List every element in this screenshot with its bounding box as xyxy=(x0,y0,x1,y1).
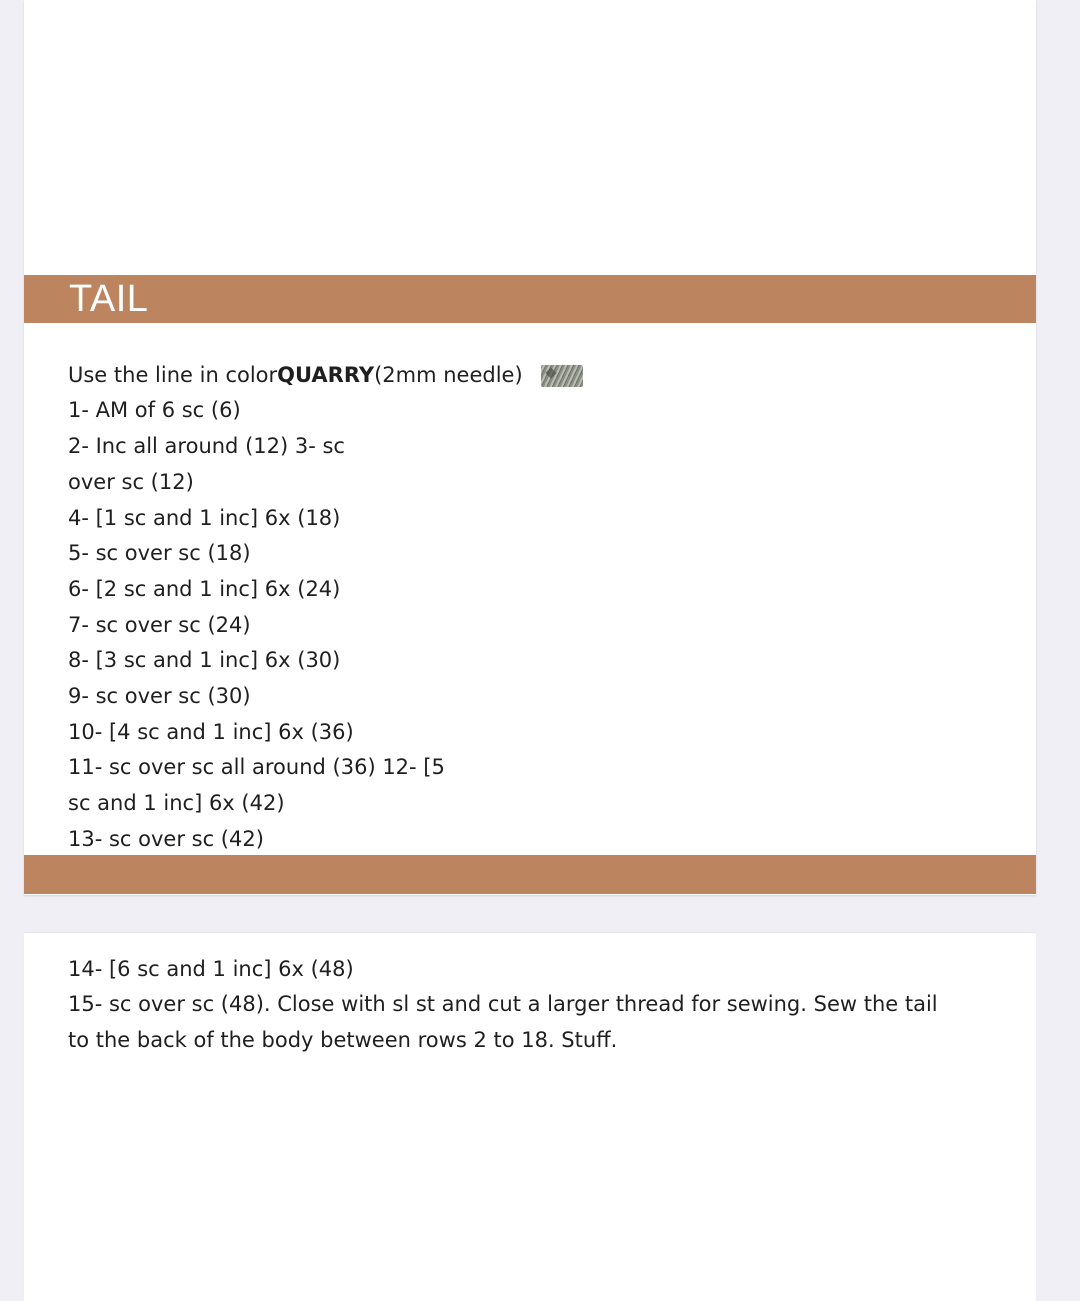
intro-suffix: (2mm needle) xyxy=(374,363,523,387)
pattern-row: 11- sc over sc all around (36) 12- [5 xyxy=(68,755,445,779)
pattern-row: to the back of the body between rows 2 to 18. Stuff. xyxy=(68,1028,618,1052)
pattern-row: over sc (12) xyxy=(68,470,194,494)
pattern-row: 10- [4 sc and 1 inc] 6x (36) xyxy=(68,720,354,744)
pattern-row: 4- [1 sc and 1 inc] 6x (18) xyxy=(68,506,341,530)
yarn-swatch-icon xyxy=(541,365,583,387)
intro-line xyxy=(68,360,523,390)
pattern-row: 8- [3 sc and 1 inc] 6x (30) xyxy=(68,648,341,672)
pattern-row: 1- AM of 6 sc (6) xyxy=(68,398,241,422)
document-page-2 xyxy=(24,933,1036,1301)
document-page-1 xyxy=(24,0,1036,895)
pattern-row: 15- sc over sc (48). Close with sl st and cut a larger thread for sewing. Sew the tail xyxy=(68,992,938,1016)
pattern-row: 6- [2 sc and 1 inc] 6x (24) xyxy=(68,577,341,601)
yarn-color-name: QUARRY xyxy=(277,363,375,387)
pattern-row: sc and 1 inc] 6x (42) xyxy=(68,791,285,815)
pattern-row: 2- Inc all around (12) 3- sc xyxy=(68,434,345,458)
intro-prefix: Use the line in color xyxy=(68,363,278,387)
pattern-row: 9- sc over sc (30) xyxy=(68,684,251,708)
pattern-row: 5- sc over sc (18) xyxy=(68,541,251,565)
pattern-row: 14- [6 sc and 1 inc] 6x (48) xyxy=(68,957,354,981)
pattern-row: 7- sc over sc (24) xyxy=(68,613,251,637)
section-footer-bar xyxy=(24,855,1036,894)
section-title: TAIL xyxy=(69,278,149,320)
pattern-row: 13- sc over sc (42) xyxy=(68,827,264,851)
section-header xyxy=(24,275,1036,323)
